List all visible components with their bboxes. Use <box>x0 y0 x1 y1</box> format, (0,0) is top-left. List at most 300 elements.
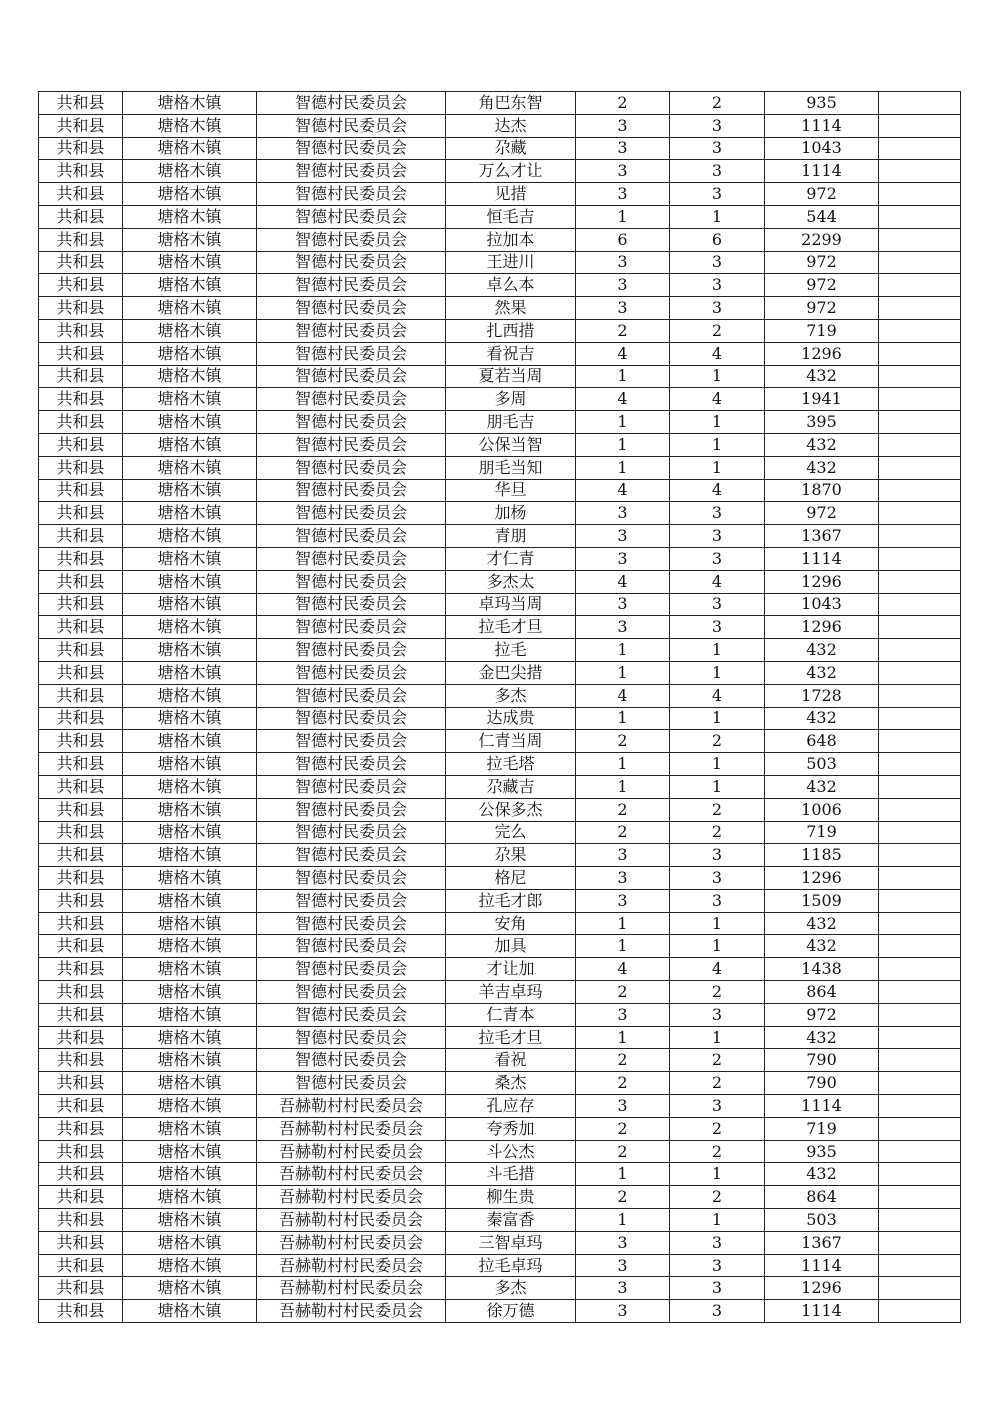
village-committee-cell: 智德村民委员会 <box>257 593 446 616</box>
table-row <box>39 958 961 981</box>
county-cell: 共和县 <box>39 160 123 183</box>
covered-people-cell: 3 <box>670 183 765 206</box>
covered-people-cell: 1 <box>670 205 765 228</box>
town-cell: 塘格木镇 <box>123 1277 257 1300</box>
covered-people-cell: 3 <box>670 547 765 570</box>
household-size-cell: 1 <box>576 365 670 388</box>
remarks-cell <box>879 1072 961 1095</box>
town-cell: 塘格木镇 <box>123 570 257 593</box>
amount-cell: 1114 <box>765 1254 879 1277</box>
covered-people-cell: 6 <box>670 228 765 251</box>
town-cell: 塘格木镇 <box>123 844 257 867</box>
name-cell: 角巴东智 <box>446 92 576 115</box>
town-cell: 塘格木镇 <box>123 730 257 753</box>
remarks-cell <box>879 1231 961 1254</box>
table-row <box>39 1003 961 1026</box>
household-size-cell: 1 <box>576 1209 670 1232</box>
covered-people-cell: 1 <box>670 411 765 434</box>
table-row <box>39 297 961 320</box>
household-size-cell: 4 <box>576 342 670 365</box>
table-row <box>39 889 961 912</box>
village-committee-cell: 智德村民委员会 <box>257 889 446 912</box>
household-size-cell: 3 <box>576 867 670 890</box>
covered-people-cell: 1 <box>670 912 765 935</box>
amount-cell: 1043 <box>765 137 879 160</box>
village-committee-cell: 智德村民委员会 <box>257 821 446 844</box>
town-cell: 塘格木镇 <box>123 1117 257 1140</box>
amount-cell: 1941 <box>765 388 879 411</box>
name-cell: 桑杰 <box>446 1072 576 1095</box>
amount-cell: 1367 <box>765 525 879 548</box>
village-committee-cell: 吾赫勒村村民委员会 <box>257 1095 446 1118</box>
household-size-cell: 3 <box>576 844 670 867</box>
covered-people-cell: 2 <box>670 319 765 342</box>
amount-cell: 935 <box>765 1140 879 1163</box>
covered-people-cell: 2 <box>670 1117 765 1140</box>
town-cell: 塘格木镇 <box>123 1095 257 1118</box>
town-cell: 塘格木镇 <box>123 456 257 479</box>
village-committee-cell: 吾赫勒村村民委员会 <box>257 1300 446 1323</box>
remarks-cell <box>879 137 961 160</box>
town-cell: 塘格木镇 <box>123 183 257 206</box>
covered-people-cell: 2 <box>670 1072 765 1095</box>
remarks-cell <box>879 889 961 912</box>
household-size-cell: 1 <box>576 433 670 456</box>
household-size-cell: 1 <box>576 707 670 730</box>
household-size-cell: 3 <box>576 502 670 525</box>
town-cell: 塘格木镇 <box>123 228 257 251</box>
town-cell: 塘格木镇 <box>123 798 257 821</box>
household-size-cell: 2 <box>576 1072 670 1095</box>
town-cell: 塘格木镇 <box>123 1186 257 1209</box>
village-committee-cell: 智德村民委员会 <box>257 570 446 593</box>
table-row <box>39 844 961 867</box>
county-cell: 共和县 <box>39 502 123 525</box>
household-size-cell: 3 <box>576 1277 670 1300</box>
name-cell: 拉毛才旦 <box>446 1026 576 1049</box>
village-committee-cell: 智德村民委员会 <box>257 707 446 730</box>
name-cell: 卓么本 <box>446 274 576 297</box>
household-size-cell: 1 <box>576 661 670 684</box>
amount-cell: 719 <box>765 821 879 844</box>
covered-people-cell: 3 <box>670 1254 765 1277</box>
town-cell: 塘格木镇 <box>123 547 257 570</box>
covered-people-cell: 3 <box>670 274 765 297</box>
amount-cell: 1870 <box>765 479 879 502</box>
name-cell: 斗毛措 <box>446 1163 576 1186</box>
household-size-cell: 1 <box>576 935 670 958</box>
table-row <box>39 92 961 115</box>
household-size-cell: 3 <box>576 114 670 137</box>
table-row <box>39 547 961 570</box>
covered-people-cell: 3 <box>670 1003 765 1026</box>
covered-people-cell: 3 <box>670 1095 765 1118</box>
household-size-cell: 6 <box>576 228 670 251</box>
covered-people-cell: 3 <box>670 867 765 890</box>
table-row <box>39 661 961 684</box>
covered-people-cell: 1 <box>670 639 765 662</box>
town-cell: 塘格木镇 <box>123 433 257 456</box>
household-size-cell: 4 <box>576 479 670 502</box>
covered-people-cell: 2 <box>670 92 765 115</box>
remarks-cell <box>879 433 961 456</box>
amount-cell: 972 <box>765 1003 879 1026</box>
covered-people-cell: 3 <box>670 502 765 525</box>
table-row <box>39 388 961 411</box>
county-cell: 共和县 <box>39 661 123 684</box>
name-cell: 尕藏吉 <box>446 775 576 798</box>
village-committee-cell: 智德村民委员会 <box>257 935 446 958</box>
amount-cell: 432 <box>765 1026 879 1049</box>
village-committee-cell: 智德村民委员会 <box>257 137 446 160</box>
county-cell: 共和县 <box>39 958 123 981</box>
town-cell: 塘格木镇 <box>123 319 257 342</box>
name-cell: 王进川 <box>446 251 576 274</box>
table-row <box>39 1163 961 1186</box>
amount-cell: 1296 <box>765 570 879 593</box>
covered-people-cell: 3 <box>670 525 765 548</box>
amount-cell: 1114 <box>765 160 879 183</box>
county-cell: 共和县 <box>39 479 123 502</box>
remarks-cell <box>879 319 961 342</box>
covered-people-cell: 1 <box>670 456 765 479</box>
covered-people-cell: 3 <box>670 251 765 274</box>
town-cell: 塘格木镇 <box>123 935 257 958</box>
household-size-cell: 3 <box>576 593 670 616</box>
village-committee-cell: 智德村民委员会 <box>257 912 446 935</box>
town-cell: 塘格木镇 <box>123 1163 257 1186</box>
town-cell: 塘格木镇 <box>123 616 257 639</box>
covered-people-cell: 2 <box>670 1186 765 1209</box>
town-cell: 塘格木镇 <box>123 1140 257 1163</box>
county-cell: 共和县 <box>39 730 123 753</box>
household-size-cell: 3 <box>576 1095 670 1118</box>
county-cell: 共和县 <box>39 912 123 935</box>
amount-cell: 1185 <box>765 844 879 867</box>
county-cell: 共和县 <box>39 1277 123 1300</box>
town-cell: 塘格木镇 <box>123 593 257 616</box>
amount-cell: 864 <box>765 981 879 1004</box>
county-cell: 共和县 <box>39 1049 123 1072</box>
name-cell: 夸秀加 <box>446 1117 576 1140</box>
town-cell: 塘格木镇 <box>123 684 257 707</box>
household-size-cell: 2 <box>576 1117 670 1140</box>
amount-cell: 1296 <box>765 1277 879 1300</box>
amount-cell: 432 <box>765 707 879 730</box>
household-size-cell: 2 <box>576 730 670 753</box>
village-committee-cell: 吾赫勒村村民委员会 <box>257 1117 446 1140</box>
remarks-cell <box>879 798 961 821</box>
town-cell: 塘格木镇 <box>123 160 257 183</box>
county-cell: 共和县 <box>39 1140 123 1163</box>
name-cell: 拉毛才郎 <box>446 889 576 912</box>
remarks-cell <box>879 547 961 570</box>
county-cell: 共和县 <box>39 365 123 388</box>
name-cell: 拉毛才旦 <box>446 616 576 639</box>
county-cell: 共和县 <box>39 411 123 434</box>
covered-people-cell: 1 <box>670 1026 765 1049</box>
village-committee-cell: 智德村民委员会 <box>257 547 446 570</box>
covered-people-cell: 2 <box>670 798 765 821</box>
county-cell: 共和县 <box>39 456 123 479</box>
village-committee-cell: 吾赫勒村村民委员会 <box>257 1163 446 1186</box>
amount-cell: 1296 <box>765 616 879 639</box>
amount-cell: 972 <box>765 183 879 206</box>
remarks-cell <box>879 1003 961 1026</box>
amount-cell: 972 <box>765 274 879 297</box>
town-cell: 塘格木镇 <box>123 1254 257 1277</box>
remarks-cell <box>879 274 961 297</box>
table-row <box>39 456 961 479</box>
amount-cell: 1438 <box>765 958 879 981</box>
covered-people-cell: 4 <box>670 342 765 365</box>
remarks-cell <box>879 570 961 593</box>
village-committee-cell: 吾赫勒村村民委员会 <box>257 1277 446 1300</box>
town-cell: 塘格木镇 <box>123 1003 257 1026</box>
table-row <box>39 1300 961 1323</box>
county-cell: 共和县 <box>39 798 123 821</box>
town-cell: 塘格木镇 <box>123 912 257 935</box>
name-cell: 安角 <box>446 912 576 935</box>
amount-cell: 432 <box>765 935 879 958</box>
household-size-cell: 3 <box>576 274 670 297</box>
remarks-cell <box>879 525 961 548</box>
county-cell: 共和县 <box>39 753 123 776</box>
town-cell: 塘格木镇 <box>123 297 257 320</box>
covered-people-cell: 2 <box>670 1140 765 1163</box>
county-cell: 共和县 <box>39 92 123 115</box>
village-committee-cell: 智德村民委员会 <box>257 388 446 411</box>
name-cell: 金巴尖措 <box>446 661 576 684</box>
county-cell: 共和县 <box>39 707 123 730</box>
village-committee-cell: 智德村民委员会 <box>257 228 446 251</box>
town-cell: 塘格木镇 <box>123 411 257 434</box>
remarks-cell <box>879 935 961 958</box>
village-committee-cell: 智德村民委员会 <box>257 319 446 342</box>
covered-people-cell: 3 <box>670 1277 765 1300</box>
remarks-cell <box>879 1254 961 1277</box>
remarks-cell <box>879 1140 961 1163</box>
county-cell: 共和县 <box>39 1072 123 1095</box>
table-row <box>39 730 961 753</box>
remarks-cell <box>879 707 961 730</box>
amount-cell: 1114 <box>765 547 879 570</box>
remarks-cell <box>879 753 961 776</box>
amount-cell: 864 <box>765 1186 879 1209</box>
covered-people-cell: 1 <box>670 365 765 388</box>
table-row <box>39 821 961 844</box>
county-cell: 共和县 <box>39 639 123 662</box>
town-cell: 塘格木镇 <box>123 958 257 981</box>
name-cell: 拉毛卓玛 <box>446 1254 576 1277</box>
table-row <box>39 593 961 616</box>
county-cell: 共和县 <box>39 251 123 274</box>
county-cell: 共和县 <box>39 274 123 297</box>
town-cell: 塘格木镇 <box>123 274 257 297</box>
town-cell: 塘格木镇 <box>123 479 257 502</box>
covered-people-cell: 4 <box>670 684 765 707</box>
town-cell: 塘格木镇 <box>123 92 257 115</box>
name-cell: 拉毛塔 <box>446 753 576 776</box>
amount-cell: 972 <box>765 502 879 525</box>
covered-people-cell: 1 <box>670 707 765 730</box>
county-cell: 共和县 <box>39 137 123 160</box>
county-cell: 共和县 <box>39 342 123 365</box>
amount-cell: 1114 <box>765 1300 879 1323</box>
amount-cell: 1509 <box>765 889 879 912</box>
household-size-cell: 3 <box>576 160 670 183</box>
village-committee-cell: 智德村民委员会 <box>257 205 446 228</box>
table-row <box>39 502 961 525</box>
county-cell: 共和县 <box>39 593 123 616</box>
county-cell: 共和县 <box>39 297 123 320</box>
table-row <box>39 1209 961 1232</box>
amount-cell: 1114 <box>765 1095 879 1118</box>
covered-people-cell: 3 <box>670 1231 765 1254</box>
county-cell: 共和县 <box>39 935 123 958</box>
remarks-cell <box>879 160 961 183</box>
household-size-cell: 3 <box>576 1003 670 1026</box>
covered-people-cell: 3 <box>670 137 765 160</box>
town-cell: 塘格木镇 <box>123 889 257 912</box>
county-cell: 共和县 <box>39 1186 123 1209</box>
village-committee-cell: 智德村民委员会 <box>257 753 446 776</box>
county-cell: 共和县 <box>39 114 123 137</box>
remarks-cell <box>879 411 961 434</box>
village-committee-cell: 智德村民委员会 <box>257 958 446 981</box>
name-cell: 多杰 <box>446 1277 576 1300</box>
covered-people-cell: 4 <box>670 570 765 593</box>
county-cell: 共和县 <box>39 570 123 593</box>
name-cell: 达成贵 <box>446 707 576 730</box>
remarks-cell <box>879 912 961 935</box>
name-cell: 秦富香 <box>446 1209 576 1232</box>
name-cell: 多杰 <box>446 684 576 707</box>
table-row <box>39 433 961 456</box>
household-size-cell: 4 <box>576 958 670 981</box>
household-size-cell: 3 <box>576 1254 670 1277</box>
village-committee-cell: 智德村民委员会 <box>257 981 446 1004</box>
remarks-cell <box>879 661 961 684</box>
village-committee-cell: 智德村民委员会 <box>257 1049 446 1072</box>
name-cell: 完么 <box>446 821 576 844</box>
amount-cell: 395 <box>765 411 879 434</box>
name-cell: 万么才让 <box>446 160 576 183</box>
village-committee-cell: 智德村民委员会 <box>257 411 446 434</box>
remarks-cell <box>879 821 961 844</box>
county-cell: 共和县 <box>39 1254 123 1277</box>
name-cell: 仁青本 <box>446 1003 576 1026</box>
covered-people-cell: 1 <box>670 1209 765 1232</box>
household-size-cell: 1 <box>576 912 670 935</box>
covered-people-cell: 2 <box>670 981 765 1004</box>
village-committee-cell: 智德村民委员会 <box>257 479 446 502</box>
county-cell: 共和县 <box>39 1117 123 1140</box>
remarks-cell <box>879 616 961 639</box>
name-cell: 斗公杰 <box>446 1140 576 1163</box>
table-row <box>39 319 961 342</box>
name-cell: 徐万德 <box>446 1300 576 1323</box>
amount-cell: 432 <box>765 456 879 479</box>
remarks-cell <box>879 730 961 753</box>
table-row <box>39 935 961 958</box>
village-committee-cell: 智德村民委员会 <box>257 1003 446 1026</box>
covered-people-cell: 4 <box>670 388 765 411</box>
village-committee-cell: 智德村民委员会 <box>257 114 446 137</box>
town-cell: 塘格木镇 <box>123 525 257 548</box>
household-size-cell: 4 <box>576 570 670 593</box>
village-committee-cell: 吾赫勒村村民委员会 <box>257 1209 446 1232</box>
village-committee-cell: 吾赫勒村村民委员会 <box>257 1254 446 1277</box>
town-cell: 塘格木镇 <box>123 753 257 776</box>
amount-cell: 1006 <box>765 798 879 821</box>
covered-people-cell: 2 <box>670 821 765 844</box>
amount-cell: 1114 <box>765 114 879 137</box>
name-cell: 华旦 <box>446 479 576 502</box>
county-cell: 共和县 <box>39 433 123 456</box>
covered-people-cell: 3 <box>670 297 765 320</box>
village-committee-cell: 智德村民委员会 <box>257 251 446 274</box>
name-cell: 看祝 <box>446 1049 576 1072</box>
household-size-cell: 2 <box>576 1186 670 1209</box>
village-committee-cell: 智德村民委员会 <box>257 661 446 684</box>
remarks-cell <box>879 1209 961 1232</box>
household-size-cell: 3 <box>576 251 670 274</box>
remarks-cell <box>879 981 961 1004</box>
town-cell: 塘格木镇 <box>123 639 257 662</box>
remarks-cell <box>879 1163 961 1186</box>
covered-people-cell: 1 <box>670 661 765 684</box>
amount-cell: 1043 <box>765 593 879 616</box>
village-committee-cell: 智德村民委员会 <box>257 433 446 456</box>
table-row <box>39 775 961 798</box>
remarks-cell <box>879 365 961 388</box>
town-cell: 塘格木镇 <box>123 775 257 798</box>
amount-cell: 432 <box>765 912 879 935</box>
remarks-cell <box>879 1186 961 1209</box>
remarks-cell <box>879 1117 961 1140</box>
table-row <box>39 183 961 206</box>
county-cell: 共和县 <box>39 1095 123 1118</box>
name-cell: 卓玛当周 <box>446 593 576 616</box>
town-cell: 塘格木镇 <box>123 1049 257 1072</box>
name-cell: 孔应存 <box>446 1095 576 1118</box>
covered-people-cell: 4 <box>670 958 765 981</box>
county-cell: 共和县 <box>39 228 123 251</box>
table-row <box>39 753 961 776</box>
village-committee-cell: 智德村民委员会 <box>257 160 446 183</box>
remarks-cell <box>879 639 961 662</box>
amount-cell: 544 <box>765 205 879 228</box>
table-row <box>39 1049 961 1072</box>
county-cell: 共和县 <box>39 1300 123 1323</box>
remarks-cell <box>879 92 961 115</box>
remarks-cell <box>879 251 961 274</box>
table-body <box>39 92 961 1323</box>
name-cell: 格尼 <box>446 867 576 890</box>
household-size-cell: 1 <box>576 1026 670 1049</box>
village-committee-cell: 智德村民委员会 <box>257 274 446 297</box>
name-cell: 才让加 <box>446 958 576 981</box>
name-cell: 加杨 <box>446 502 576 525</box>
remarks-cell <box>879 388 961 411</box>
amount-cell: 790 <box>765 1049 879 1072</box>
household-size-cell: 2 <box>576 92 670 115</box>
county-cell: 共和县 <box>39 821 123 844</box>
amount-cell: 432 <box>765 365 879 388</box>
amount-cell: 972 <box>765 251 879 274</box>
village-committee-cell: 智德村民委员会 <box>257 502 446 525</box>
